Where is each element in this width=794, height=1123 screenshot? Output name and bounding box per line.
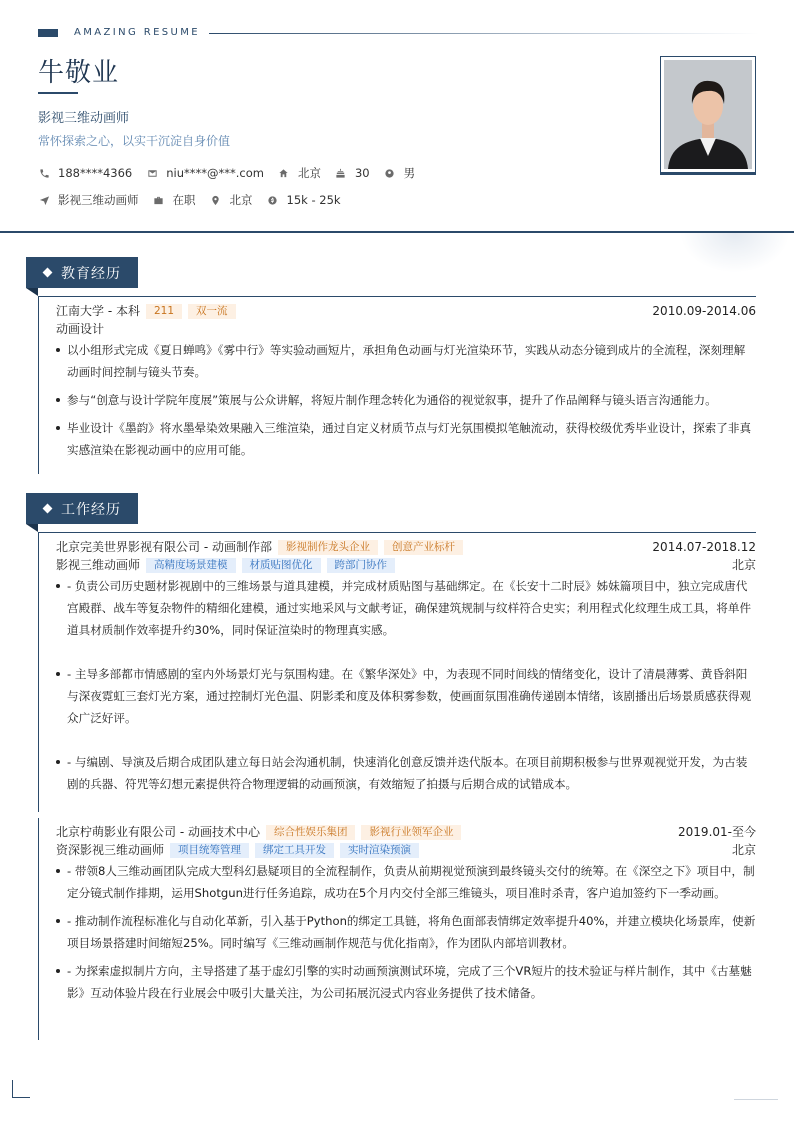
- target-role-text: 影视三维动画师: [58, 193, 139, 207]
- money-icon: [267, 194, 279, 206]
- education-entry: [38, 296, 756, 474]
- candidate-motto: 常怀探索之心，以实干沉淀自身价值: [38, 134, 231, 148]
- list-item: - 主导多部都市情感剧的室内外场景灯光与氛围构建。在《繁华深处》中，为表现不同时间线的情绪变化，设计了清晨薄雾、黄昏斜阳与深夜霓虹三套灯光方案，通过控制灯光色温、阴影柔和度及体积雾参数，使画面氛围准确传递剧本情绪，该剧播出后场景质感获得观众广泛好评。: [56, 663, 756, 729]
- work-section-header: [26, 493, 138, 524]
- school-tag: 211: [146, 304, 182, 319]
- list-item: 毕业设计《墨韵》将水墨晕染效果融入三维渲染，通过自定义材质节点与灯光氛围模拟笔触流动，获得校级优秀毕业设计，探索了非真实感渲染在影视动画中的应用可能。: [56, 417, 756, 461]
- contact-row: [38, 165, 429, 181]
- company-name: 北京完美世界影视有限公司 - 动画制作部: [56, 540, 272, 554]
- intent-row: [38, 192, 355, 208]
- job-bullets: [56, 575, 756, 795]
- mail-icon: [146, 167, 158, 179]
- email-text: niu****@***.com: [166, 166, 264, 180]
- skill-tag: 跨部门协作: [327, 558, 396, 573]
- school-name: 江南大学 - 本科: [56, 304, 140, 318]
- profile-photo-frame: [660, 56, 756, 173]
- education-bullets: [56, 339, 756, 461]
- target-city-text: 北京: [229, 193, 253, 207]
- skill-tag: 绑定工具开发: [255, 843, 334, 858]
- eyebrow-rule: [209, 33, 759, 34]
- job-bullets: [56, 860, 756, 1004]
- salary-item: [267, 193, 341, 207]
- job-city: 北京: [731, 558, 756, 572]
- company-tag: 创意产业标杆: [384, 540, 463, 555]
- phone-text: 188****4366: [58, 166, 133, 180]
- city-item: [278, 165, 321, 181]
- list-item: - 推动制作流程标准化与自动化革新，引入基于Python的绑定工具链，将角色面部表情绑定效率提升40%，并建立模块化场景库，使新项目场景搭建时间缩短25%。同时编写《三维动画制作规范与优化指南》，作为团队内部培训教材。: [56, 910, 756, 954]
- education-section-title: 教育经历: [61, 265, 121, 282]
- candidate-name: 牛敬业: [38, 58, 120, 88]
- education-major: 动画设计: [56, 322, 105, 336]
- status-item: [153, 192, 196, 208]
- list-item: - 负责公司历史题材影视剧中的三维场景与道具建模，并完成材质贴图与基础绑定。在《长安十二时辰》姊妹篇项目中，独立完成唐代宫殿群、战车等复杂物件的精细化建模，通过实地采风与文献考证，确保建筑规制与纹样符合史实；利用程式化纹理生成工具，将单件道具材质制作效率提升约30%，同时保证渲染时的物理真实感。: [56, 575, 756, 641]
- job-city: 北京: [731, 843, 756, 857]
- list-item: - 与编剧、导演及后期合成团队建立每日站会沟通机制，快速消化创意反馈并迭代版本。在项目前期积极参与世界观视觉开发，为古装剧的兵器、符咒等幻想元素提供符合物理逻辑的动画预演，有效缩短了拍摄与后期合成的试错成本。: [56, 751, 756, 795]
- gender-text: 男: [403, 166, 416, 180]
- decorative-glow: [680, 233, 790, 273]
- education-period: 2010.09-2014.06: [652, 304, 756, 318]
- education-section-header: [26, 257, 138, 288]
- cake-icon: [335, 167, 347, 179]
- age-item: [335, 166, 370, 180]
- school-tag: 双一流: [188, 304, 236, 319]
- list-item: 以小组形式完成《夏日蝉鸣》《雾中行》等实验动画短片，承担角色动画与灯光渲染环节，实践从动态分镜到成片的全流程，深刻理解动画时间控制与镜头节奏。: [56, 339, 756, 383]
- header-divider: [0, 231, 794, 233]
- target-role-item: [38, 192, 139, 208]
- eyebrow-title: AMAZING RESUME: [74, 27, 200, 38]
- skill-tag: 材质贴图优化: [242, 558, 321, 573]
- work-section-title: 工作经历: [61, 501, 121, 518]
- name-underline: [38, 92, 78, 94]
- email-item: [146, 166, 264, 180]
- company-tag: 影视制作龙头企业: [278, 540, 378, 555]
- city-text: 北京: [297, 166, 321, 180]
- location-icon: [210, 194, 222, 206]
- list-item: - 带领8人三维动画团队完成大型科幻悬疑项目的全流程制作，负责从前期视觉预演到最终镜头交付的统筹。在《深空之下》项目中，制定分镜式制作排期，运用Shotgun进行任务追踪，成功在5个月内交付全部三维镜头，项目准时杀青，客户追加签约下一季动画。: [56, 860, 756, 904]
- diamond-icon: [43, 268, 53, 278]
- home-icon: [278, 167, 290, 179]
- job-period: 2014.07-2018.12: [652, 540, 756, 554]
- candidate-role: 影视三维动画师: [38, 111, 130, 126]
- company-tag: 影视行业领军企业: [361, 825, 461, 840]
- skill-tag: 实时渲染预演: [340, 843, 419, 858]
- company-name: 北京柠萌影业有限公司 - 动画技术中心: [56, 825, 260, 839]
- target-city-item: [210, 192, 253, 208]
- age-text: 30: [354, 166, 370, 180]
- job-position: 资深影视三维动画师: [56, 843, 165, 857]
- job-entry-2: [38, 818, 756, 1040]
- skill-tag: 高精度场景建模: [146, 558, 236, 573]
- job-position: 影视三维动画师: [56, 558, 141, 572]
- company-tag: 综合性娱乐集团: [266, 825, 356, 840]
- corner-decoration: [734, 1099, 778, 1100]
- list-item: - 为探索虚拟制片方向，主导搭建了基于虚幻引擎的实时动画预演测试环境，完成了三个VR短片的技术验证与样片制作，其中《古墓魅影》互动体验片段在行业展会中吸引大量关注，为公司拓展沉浸式内容业务提供了技术储备。: [56, 960, 756, 1004]
- profile-photo: [664, 60, 752, 169]
- skill-tag: 项目统筹管理: [170, 843, 249, 858]
- status-text: 在职: [172, 193, 196, 207]
- diamond-icon: [43, 504, 53, 514]
- header-accent-bar: [38, 29, 58, 37]
- gender-item: [384, 165, 416, 181]
- corner-decoration: [12, 1080, 30, 1098]
- phone-icon: [38, 167, 50, 179]
- list-item: 参与“创意与设计学院年度展”策展与公众讲解，将短片制作理念转化为通俗的视觉叙事，提升了作品阐释与镜头语言沟通能力。: [56, 389, 756, 411]
- phone-item: [38, 166, 132, 180]
- job-period: 2019.01-至今: [678, 825, 756, 839]
- briefcase-icon: [153, 194, 165, 206]
- salary-text: 15k - 25k: [286, 193, 341, 207]
- send-icon: [38, 194, 50, 206]
- job-entry-1: [38, 532, 756, 812]
- gender-icon: [384, 167, 396, 179]
